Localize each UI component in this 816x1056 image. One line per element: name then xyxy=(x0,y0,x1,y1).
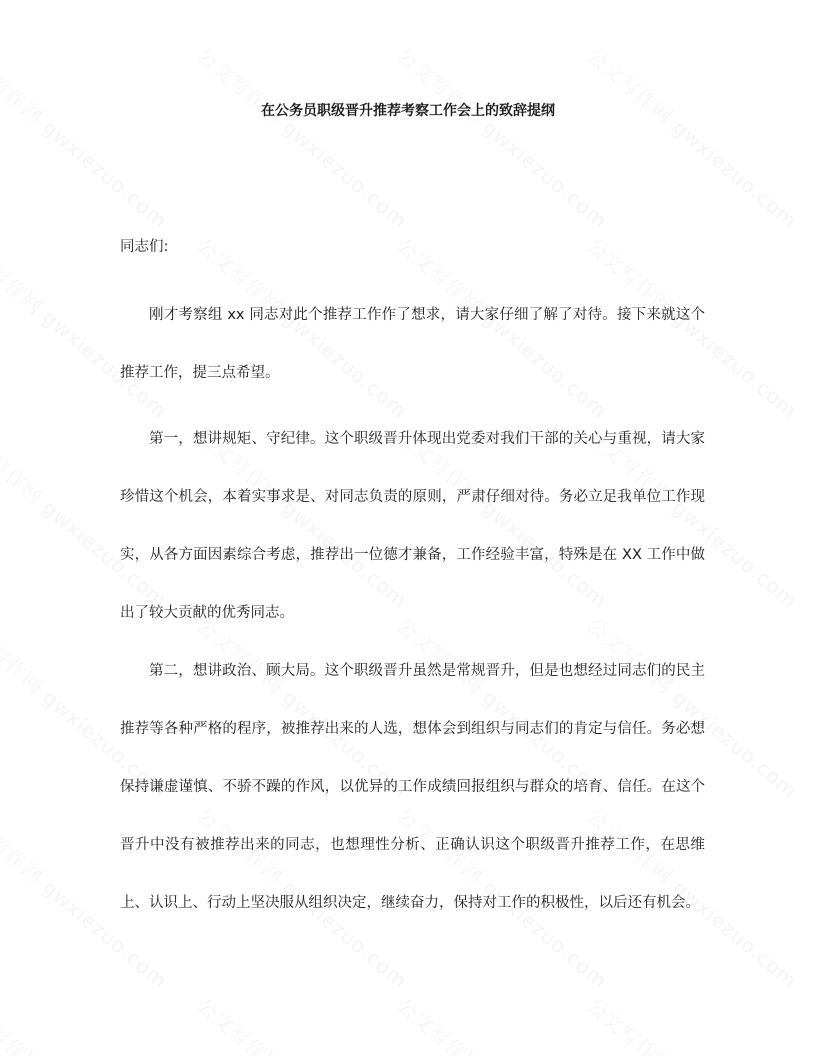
paragraph-point-two: 第二，想讲政治、顾大局。这个职级晋升虽然是常规晋升，但是也想经过同志们的民主推荐等各种严格的程序，被推荐出来的人选，想体会到组织与同志们的肯定与信任。务必想保持谦虚谨慎、不骄不躁的作风，以优异的工作成绩回报组织与群众的培育、信任。在这个晋升中没有被推荐出来的同志，也想理性分析、正确认识这个职级晋升推荐工作，在思维上、认识上、行动上坚决服从组织决定，继续奋力，保持对工作的积极性，以后还有机会。 xyxy=(120,663,705,911)
paragraph-opening: 刚才考察组 xx 同志对此个推荐工作作了想求，请大家仔细了解了对待。接下来就这个推荐工作，提三点希望。 xyxy=(120,307,705,381)
salutation: 同志们: xyxy=(120,239,169,255)
paragraph-point-one: 第一，想讲规矩、守纪律。这个职级晋升体现出党委对我们干部的关心与重视，请大家珍惜这个机会，本着实事求是、对同志负责的原则，严肃仔细对待。务必立足我单位工作现实，从各方面因素综合考虑，推荐出一位德才兼备，工作经验丰富，特殊是在 XX 工作中做出了较大贡献的优秀同志。 xyxy=(120,431,705,621)
document-title: 在公务员职级晋升推荐考察工作会上的致辞提纲 xyxy=(261,103,555,119)
